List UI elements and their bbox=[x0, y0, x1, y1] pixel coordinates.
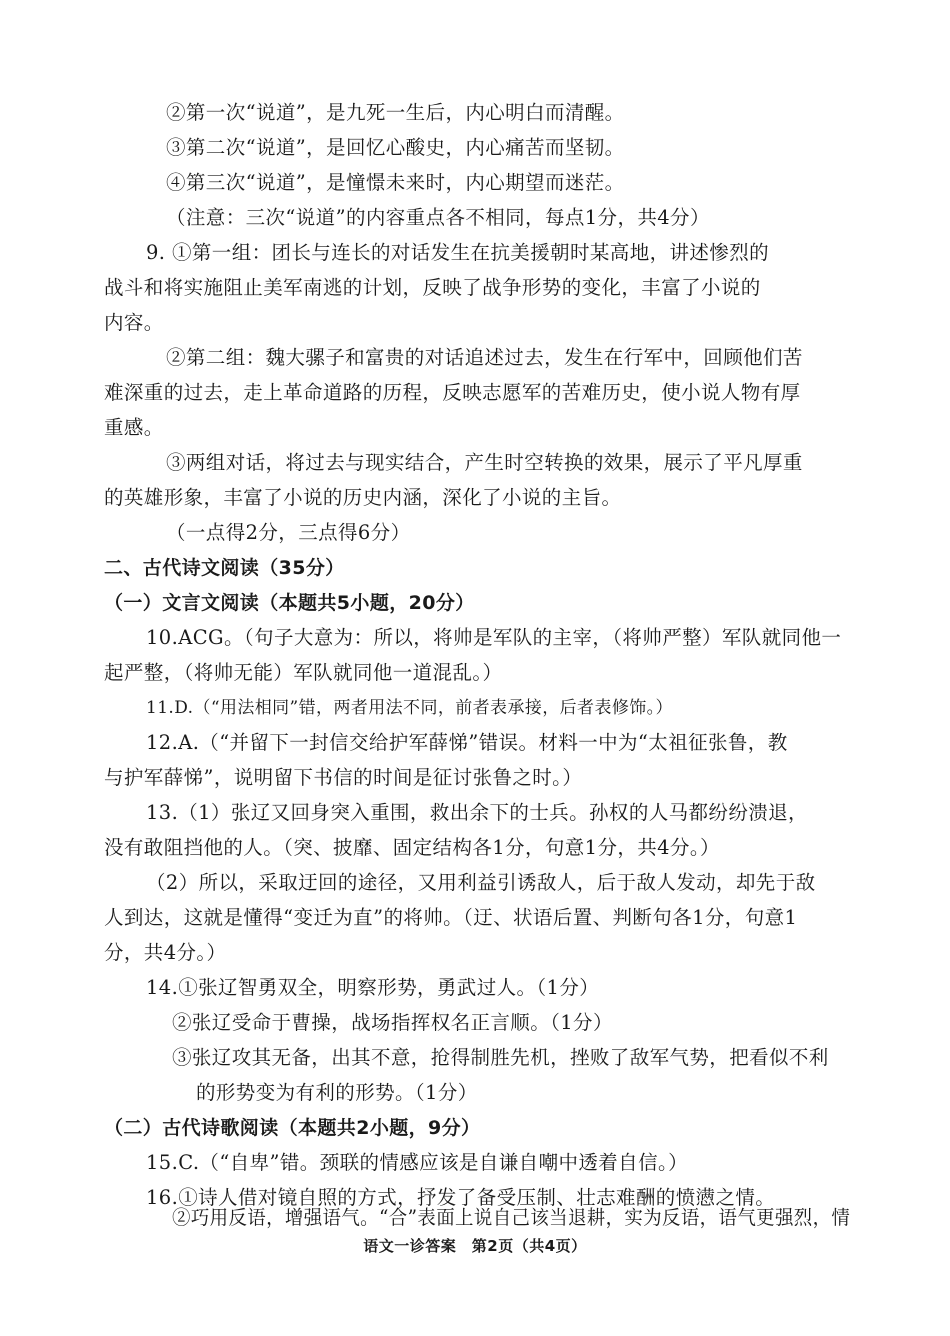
text-line: ②第二组：魏大骡子和富贵的对话追述过去，发生在行军中，回顾他们苦 bbox=[166, 346, 803, 369]
text-line: 分，共4分。） bbox=[104, 941, 227, 964]
page-footer: 语文一诊答案 第2页（共4页） bbox=[363, 1237, 587, 1255]
text-line: 与护军薛悌”，说明留下书信的时间是征讨张鲁之时。） bbox=[104, 766, 583, 789]
text-line: ③两组对话，将过去与现实结合，产生时空转换的效果，展示了平凡厚重 bbox=[166, 451, 803, 474]
text-line: 15.C.（“自卑”错。颈联的情感应该是自谦自嘲中透着自信。） bbox=[146, 1151, 689, 1174]
text-line: 14.①张辽智勇双全，明察形势，勇武过人。（1分） bbox=[146, 976, 600, 999]
text-line: 没有敢阻挡他的人。（突、披靡、固定结构各1分，句意1分，共4分。） bbox=[104, 836, 720, 859]
text-line: ②第一次“说道”，是九死一生后，内心明白而清醒。 bbox=[166, 101, 625, 124]
text-line: 人到达，这就是懂得“变迁为直”的将帅。（迂、状语后置、判断句各1分，句意1 bbox=[104, 906, 798, 929]
text-line: ③张辽攻其无备，出其不意，抢得制胜先机，挫败了敌军气势，把看似不利 bbox=[172, 1046, 829, 1069]
text-line: （注意：三次“说道”的内容重点各不相同，每点1分，共4分） bbox=[166, 206, 710, 229]
text-line: ②张辽受命于曹操，战场指挥权名正言顺。（1分） bbox=[172, 1011, 613, 1034]
text-line: ④第三次“说道”，是憧憬未来时，内心期望而迷茫。 bbox=[166, 171, 625, 194]
text-line: 的形势变为有利的形势。（1分） bbox=[196, 1081, 478, 1104]
text-line: 内容。 bbox=[104, 311, 164, 334]
text-line: ③第二次“说道”，是回忆心酸史，内心痛苦而坚韧。 bbox=[166, 136, 625, 159]
text-line: 战斗和将实施阻止美军南逃的计划，反映了战争形势的变化，丰富了小说的 bbox=[104, 276, 761, 299]
text-line: 16.①诗人借对镜自照的方式，抒发了备受压制、壮志难酬的愤懑之情。 bbox=[146, 1186, 776, 1209]
text-line: （2）所以，采取迂回的途径，又用利益引诱敌人，后于敌人发动，却先于敌 bbox=[146, 871, 816, 894]
text-line: 9. ①第一组：团长与连长的对话发生在抗美援朝时某高地，讲述惨烈的 bbox=[146, 241, 770, 264]
text-line: 难深重的过去，走上革命道路的历程，反映志愿军的苦难历史，使小说人物有厚 bbox=[104, 381, 801, 404]
text-line: 的英雄形象，丰富了小说的历史内涵，深化了小说的主旨。 bbox=[104, 486, 622, 509]
text-line: 11.D.（“用法相同”错，两者用法不同，前者表承接，后者表修饰。） bbox=[146, 698, 673, 718]
subsection-heading: （二）古代诗歌阅读（本题共2小题，9分） bbox=[104, 1117, 481, 1139]
section-heading: 二、古代诗文阅读（35分） bbox=[104, 557, 345, 579]
text-line: ②巧用反语，增强语气。“合”表面上说自己该当退耕，实为反语，语气更强烈，情 bbox=[172, 1206, 851, 1229]
text-line: 起严整，（将帅无能）军队就同他一道混乱。） bbox=[104, 661, 503, 684]
text-line: 重感。 bbox=[104, 416, 164, 439]
text-line: 12.A.（“并留下一封信交给护军薛悌”错误。材料一中为“太祖征张鲁，教 bbox=[146, 731, 788, 754]
text-line: 10.ACG。（句子大意为：所以，将帅是军队的主宰，（将帅严整）军队就同他一 bbox=[146, 626, 842, 649]
text-line: （一点得2分，三点得6分） bbox=[166, 521, 411, 544]
subsection-heading: （一）文言文阅读（本题共5小题，20分） bbox=[104, 592, 475, 614]
text-line: 13.（1）张辽又回身突入重围，救出余下的士兵。孙权的人马都纷纷溃退， bbox=[146, 801, 808, 824]
